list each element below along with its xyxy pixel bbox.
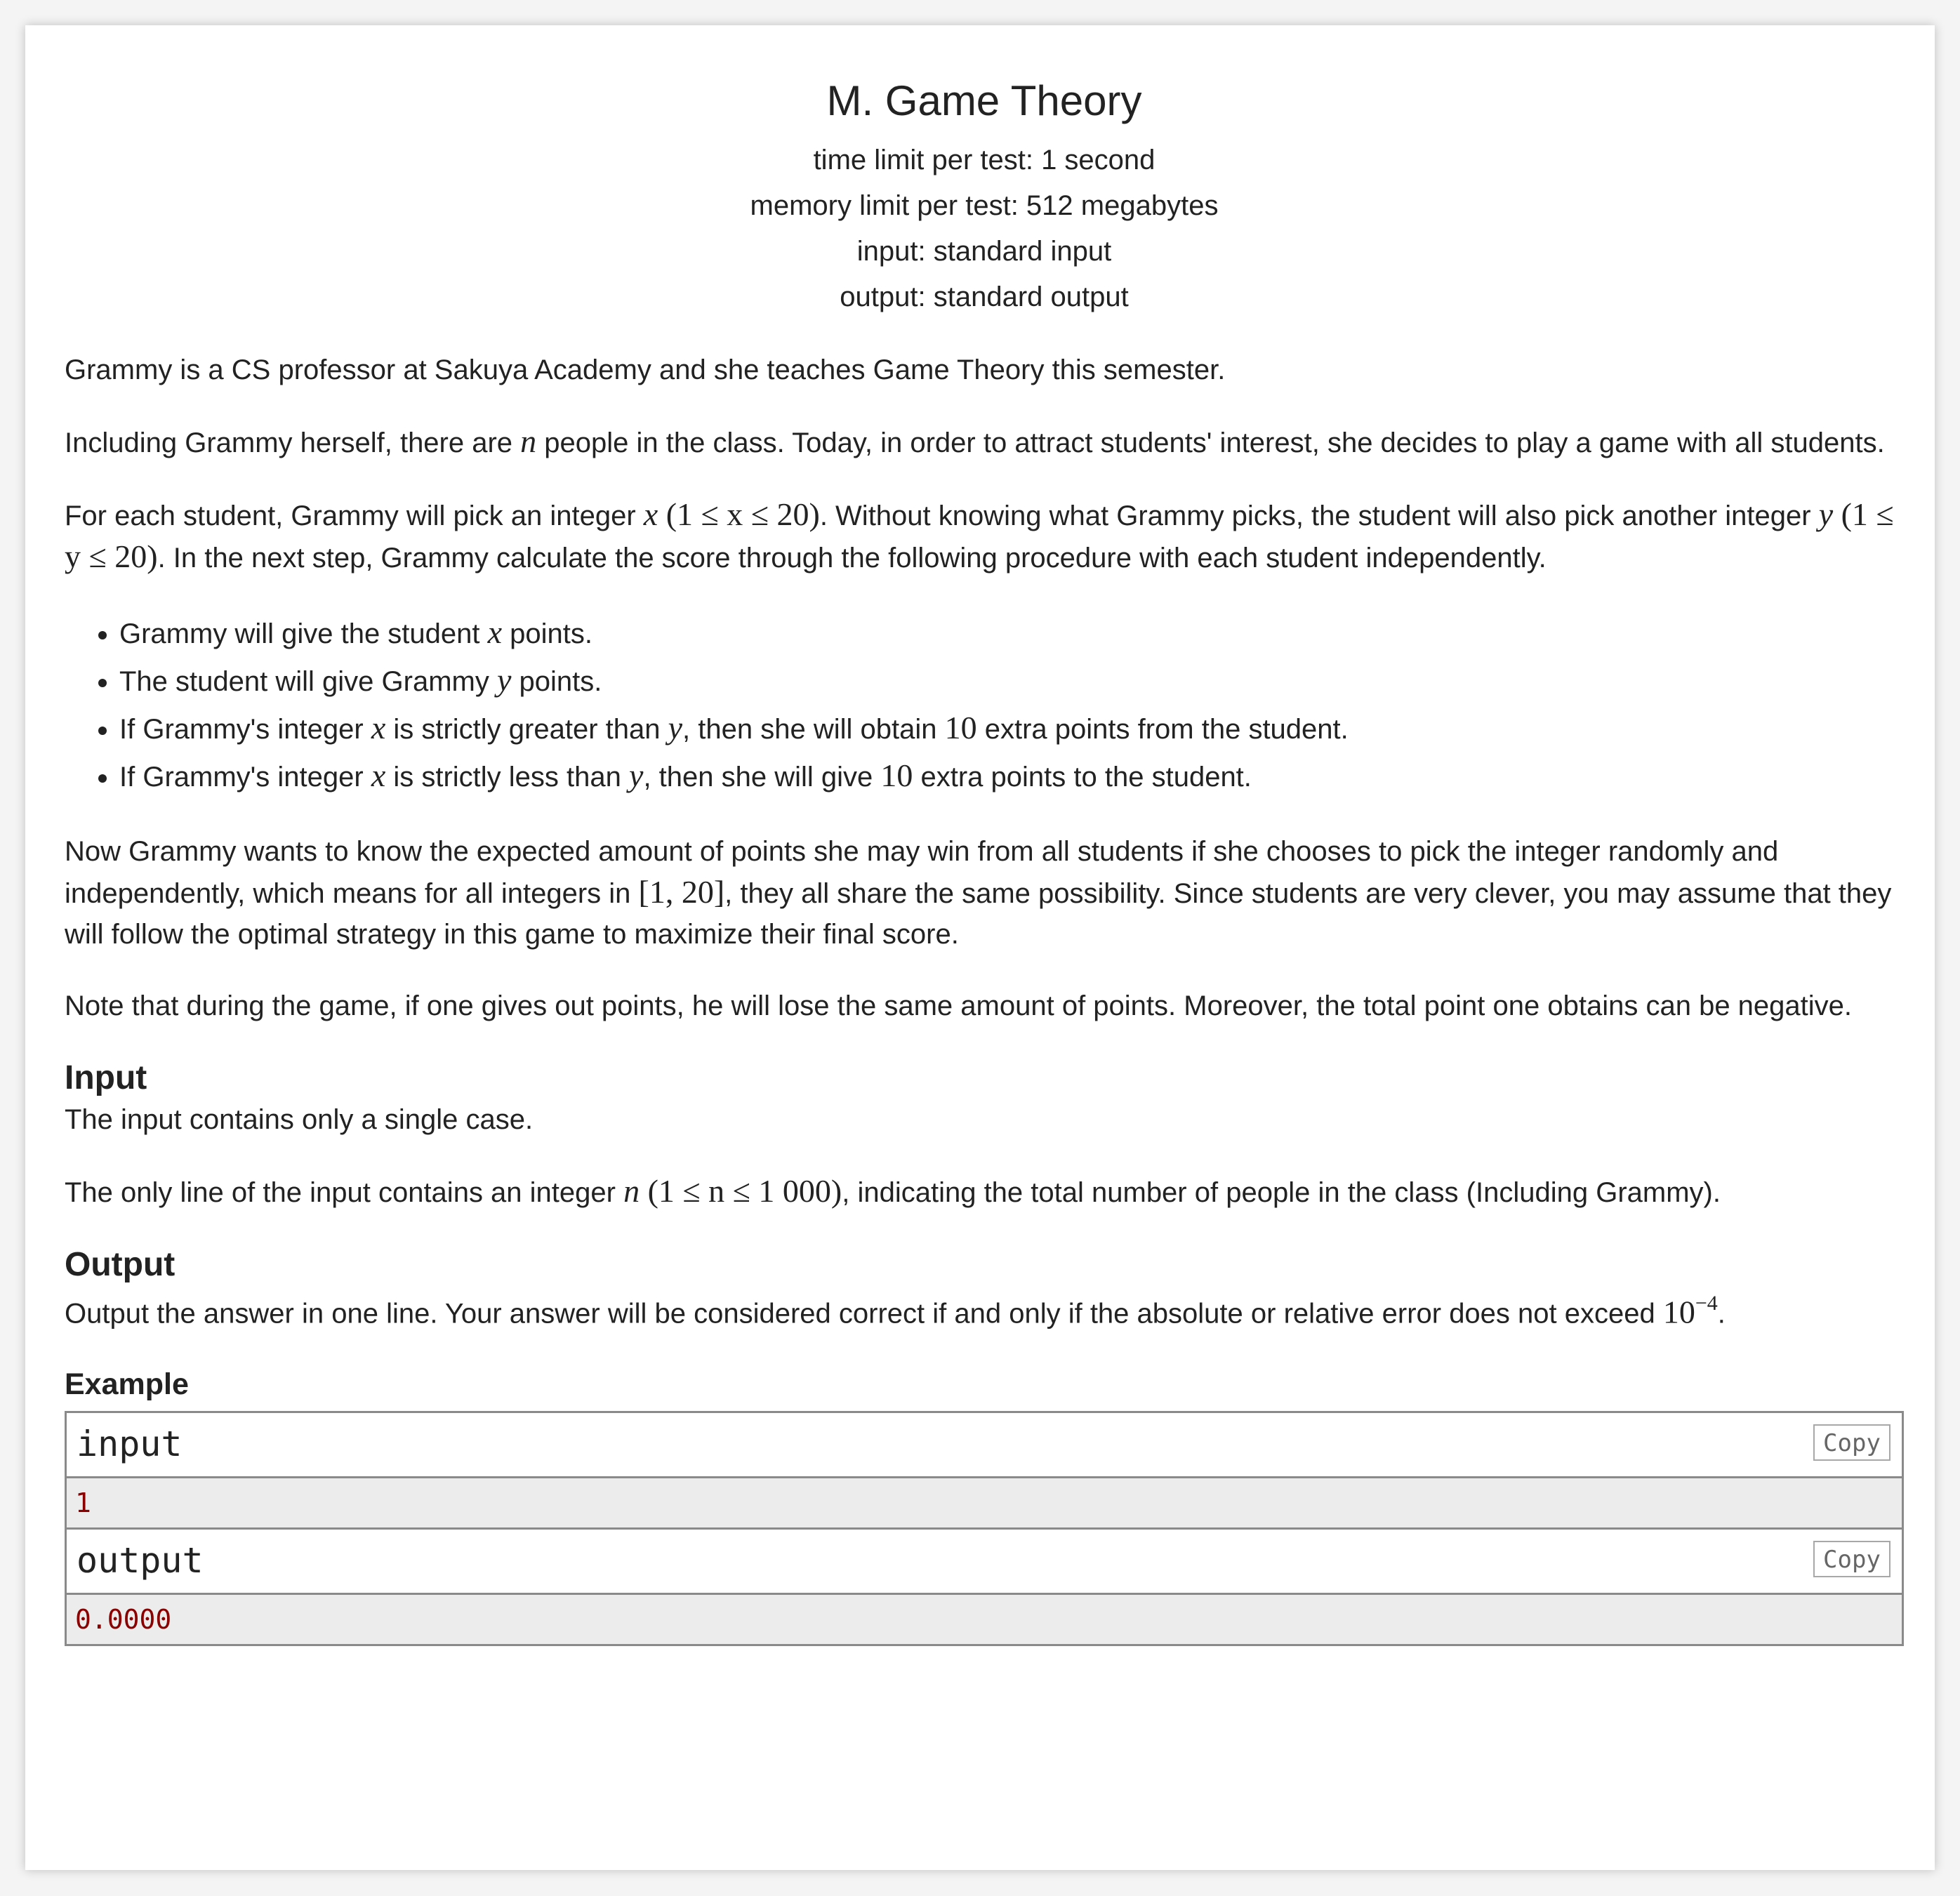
- text-segment: Grammy will give the student: [119, 618, 488, 649]
- text-segment: , indicating the total number of people in the class (Including Grammy).: [842, 1177, 1721, 1208]
- text-segment: , they all share the same possibility. Since students are very clever, you may assume that they will follow the optimal strategy in this game to maximize their final score.: [65, 878, 1892, 950]
- problem-page: [25, 25, 1935, 1870]
- math-var-y: y: [668, 710, 683, 745]
- statement-paragraph-1: Grammy is a CS professor at Sakuya Academy and she teaches Game Theory this semester.: [65, 354, 1226, 385]
- math-var-y: y: [496, 662, 512, 698]
- procedure-list: [65, 609, 1904, 800]
- sample-output-header: [67, 1530, 1902, 1595]
- sample-test-block: [65, 1411, 1904, 1646]
- statement-paragraph-4: [65, 831, 1904, 955]
- list-item: [119, 705, 1904, 753]
- sample-input-label: input: [77, 1424, 183, 1465]
- text-segment: For each student, Grammy will pick an integer: [65, 500, 644, 531]
- list-item: [119, 753, 1904, 800]
- math-var-y: y: [629, 757, 644, 793]
- statement-paragraph-3: [65, 494, 1904, 578]
- statement-paragraph-5: Note that during the game, if one gives out points, he will lose the same amount of points. Moreover, the total point one obtains can be negative.: [65, 990, 1853, 1021]
- text-segment: If Grammy's integer: [119, 714, 371, 745]
- text-segment: . Without knowing what Grammy picks, the student will also pick another integer: [819, 500, 1819, 531]
- math-var-n: n: [623, 1173, 640, 1209]
- text-segment: extra points to the student.: [913, 762, 1252, 793]
- text-segment: The student will give Grammy: [119, 666, 497, 697]
- text-segment: points.: [511, 666, 602, 697]
- sample-output-label: output: [77, 1540, 204, 1582]
- sample-output-value: 0.0000: [67, 1595, 1902, 1644]
- problem-title: M. Game Theory: [826, 77, 1142, 124]
- math-range-y: (1 ≤ y ≤ 20): [65, 496, 1894, 574]
- input-paragraph-2: [65, 1171, 1904, 1213]
- math-var-x: x: [643, 496, 658, 532]
- math-range-x: (1 ≤ x ≤ 20): [658, 496, 820, 532]
- math-var-y: y: [1818, 496, 1834, 532]
- sample-input-value: 1: [67, 1478, 1902, 1530]
- math-exponent: −4: [1695, 1292, 1718, 1315]
- time-limit: time limit per test: 1 second: [813, 145, 1156, 175]
- math-var-x: x: [371, 757, 386, 793]
- math-range-n: (1 ≤ n ≤ 1 000): [640, 1173, 842, 1209]
- text-segment: If Grammy's integer: [119, 762, 371, 793]
- text-segment: points.: [502, 618, 593, 649]
- input-file: input: standard input: [856, 236, 1112, 267]
- math-number: 10: [944, 710, 977, 745]
- math-interval: [1, 20]: [638, 874, 725, 910]
- list-item: [119, 609, 1904, 657]
- memory-limit: memory limit per test: 512 megabytes: [750, 190, 1219, 221]
- example-heading: Example: [65, 1367, 189, 1402]
- output-heading: Output: [65, 1246, 176, 1283]
- text-segment: people in the class. Today, in order to attract students' interest, she decides to play a game with all students.: [536, 427, 1885, 458]
- problem-statement: [65, 49, 1904, 1646]
- math-number: 10: [880, 757, 913, 793]
- math-var-x: x: [487, 614, 503, 650]
- text-segment: Including Grammy herself, there are: [65, 427, 521, 458]
- text-segment: is strictly greater than: [385, 714, 668, 745]
- output-specification: [65, 1244, 1904, 1334]
- copy-output-button[interactable]: Copy: [1813, 1541, 1891, 1577]
- math-var-x: x: [371, 710, 386, 745]
- output-file: output: standard output: [840, 281, 1129, 312]
- statement-paragraph-2: [65, 421, 1904, 463]
- text-segment: . In the next step, Grammy calculate the score through the following procedure with each student independently.: [157, 543, 1547, 574]
- output-paragraph-1: [65, 1286, 1904, 1334]
- text-segment: is strictly less than: [385, 762, 630, 793]
- input-heading: Input: [65, 1059, 147, 1096]
- text-segment: Now Grammy wants to know the expected amount of points she may win from all students if she chooses to pick the integer randomly and independently, which means for all integers in: [65, 836, 1779, 909]
- text-segment: The only line of the input contains an integer: [65, 1177, 624, 1208]
- math-number: 10: [1662, 1294, 1695, 1330]
- text-segment: Output the answer in one line. Your answer will be considered correct if and only if the absolute or relative error does not exceed: [65, 1298, 1663, 1330]
- math-var-n: n: [520, 423, 537, 459]
- text-segment: , then she will give: [643, 762, 881, 793]
- text-segment: .: [1717, 1298, 1726, 1330]
- copy-input-button[interactable]: Copy: [1813, 1424, 1891, 1461]
- text-segment: extra points from the student.: [976, 714, 1349, 745]
- input-paragraph-1: The input contains only a single case.: [65, 1104, 534, 1135]
- input-specification: [65, 1057, 1904, 1213]
- legend: [65, 350, 1904, 1026]
- sample-input-header: [67, 1413, 1902, 1478]
- list-item: [119, 657, 1904, 705]
- text-segment: , then she will obtain: [682, 714, 945, 745]
- sample-tests: [65, 1365, 1904, 1646]
